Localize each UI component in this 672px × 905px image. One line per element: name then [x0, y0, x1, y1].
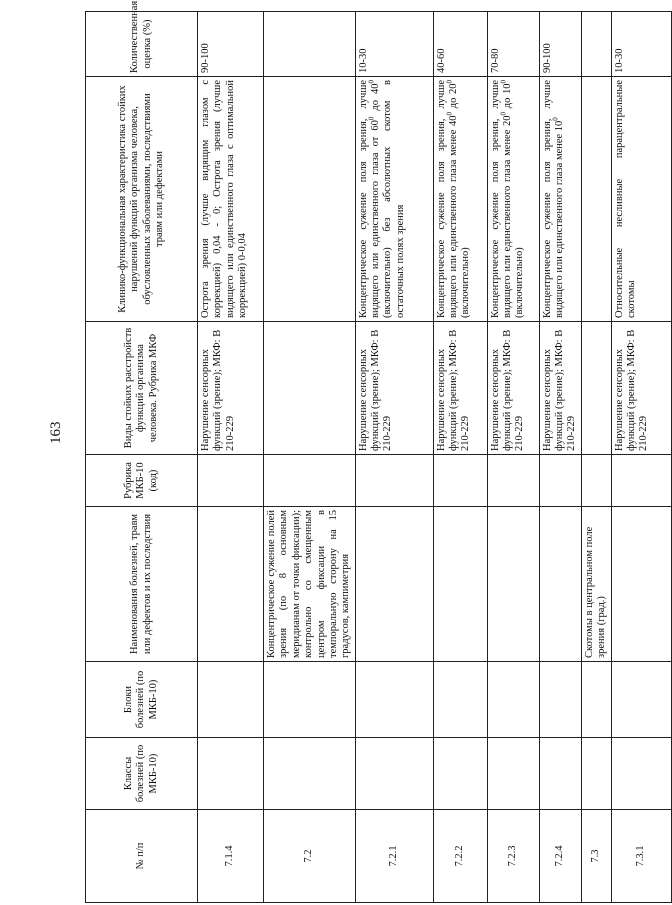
row-score: 70-80: [487, 12, 539, 77]
row-impairment: Нарушение сенсорных функций (зрение); МКФ: В 210-229: [355, 322, 433, 455]
char-text: (включительно) без абсолютных скотом в остаточных полях зрения: [382, 80, 406, 318]
row-characteristic: [264, 77, 356, 322]
row-impairment: [264, 322, 356, 455]
row-block: [264, 662, 356, 738]
row-score: [581, 12, 611, 77]
table-row: [581, 12, 611, 903]
row-code: [198, 455, 264, 507]
row-score: [264, 12, 356, 77]
row-block: [198, 662, 264, 738]
row-impairment: Нарушение сенсорных функций (зрение); МКФ: В 210-229: [539, 322, 581, 455]
table-row: [355, 12, 433, 903]
row-name: Скотомы в центральном поле зрения (град.): [581, 507, 611, 662]
row-impairment: Нарушение сенсорных функций (зрение); МКФ: В 210-229: [611, 322, 671, 455]
row-class: [539, 738, 581, 810]
row-name: [433, 507, 487, 662]
degree-sup: 0: [367, 80, 376, 84]
table-row: [264, 12, 356, 903]
row-block: [581, 662, 611, 738]
row-characteristic: [539, 77, 581, 322]
degree-sup: 0: [445, 111, 454, 116]
row-code: [539, 455, 581, 507]
row-score: 10-30: [355, 12, 433, 77]
row-class: [355, 738, 433, 810]
char-text: до 20: [448, 83, 459, 112]
row-name: [487, 507, 539, 662]
table-row: [433, 12, 487, 903]
row-num: 7.1.4: [198, 810, 264, 903]
row-characteristic: [355, 77, 433, 322]
row-score: 40-60: [433, 12, 487, 77]
row-num: 7.3: [581, 810, 611, 903]
degree-sup: 0: [445, 79, 454, 84]
row-impairment: [581, 322, 611, 455]
degree-sup: 0: [499, 79, 508, 84]
char-text: до 40: [370, 83, 381, 117]
row-class: [487, 738, 539, 810]
row-impairment: Нарушение сенсорных функций (зрение); МКФ: В 210-229: [487, 322, 539, 455]
row-code: [611, 455, 671, 507]
degree-sup: 0: [367, 116, 376, 121]
row-name: [611, 507, 671, 662]
table-row: [198, 12, 264, 903]
row-score: 10-30: [611, 12, 671, 77]
row-num: 7.2.2: [433, 810, 487, 903]
char-text: (включительно): [514, 247, 526, 318]
page-number: 163: [48, 421, 64, 444]
row-block: [433, 662, 487, 738]
row-score: 90-100: [198, 12, 264, 77]
table-row: [487, 12, 539, 903]
char-text: Концентрическое сужение поля зрения, лучше видящего или единственного глаза менее 20: [489, 80, 513, 318]
row-impairment: Нарушение сенсорных функций (зрение); МКФ: В 210-229: [433, 322, 487, 455]
header-num: № п/п: [86, 810, 198, 903]
row-characteristic: Относительные несливные парацентральные скотомы: [611, 77, 671, 322]
disability-criteria-table: [85, 0, 672, 903]
char-text: Концентрическое сужение поля зрения, лучше видящего или единственного глаза от 60: [357, 80, 381, 318]
row-block: [487, 662, 539, 738]
row-class: [433, 738, 487, 810]
row-num: 7.2: [264, 810, 356, 903]
char-text: (включительно): [460, 247, 472, 318]
row-name: [539, 507, 581, 662]
header-impairment: Виды стойких расстройств функций организма человека. Рубрика МКФ: [86, 322, 198, 455]
row-num: 7.3.1: [611, 810, 671, 903]
row-block: [539, 662, 581, 738]
table-row: [611, 12, 671, 903]
row-name: Концентрическое сужение полей зрения (по 8 основным меридианам от точки фиксации); контрольно со смещенным центром фиксации в темпоральную сторону на 15 градусов, кампиметрия: [264, 507, 356, 662]
header-block: Блоки болезней (по МКБ-10): [86, 662, 198, 738]
row-class: [611, 738, 671, 810]
header-name: Наименования болезней, травм или дефектов и их последствия: [86, 507, 198, 662]
row-score: 90-100: [539, 12, 581, 77]
degree-sup: 0: [499, 111, 508, 116]
row-impairment: Нарушение сенсорных функций (зрение); МКФ: В 210-229: [198, 322, 264, 455]
row-code: [433, 455, 487, 507]
row-num: 7.2.1: [355, 810, 433, 903]
row-code: [487, 455, 539, 507]
header-class: Классы болезней (по МКБ-10): [86, 738, 198, 810]
row-class: [264, 738, 356, 810]
table-header-row: [86, 12, 198, 903]
row-name: [355, 507, 433, 662]
row-code: [581, 455, 611, 507]
row-block: [355, 662, 433, 738]
row-code: [355, 455, 433, 507]
char-text: до 10: [502, 83, 513, 112]
assessment-table-sheet: [85, 0, 650, 903]
degree-sup: 0: [551, 117, 560, 121]
row-characteristic: [581, 77, 611, 322]
row-num: 7.2.4: [539, 810, 581, 903]
row-block: [611, 662, 671, 738]
header-score: Количественная оценка (%): [86, 12, 198, 77]
row-characteristic: [433, 77, 487, 322]
header-code: Рубрика МКБ-10 (код): [86, 455, 198, 507]
row-characteristic: [487, 77, 539, 322]
char-text: Концентрическое сужение поля зрения, лучше видящего или единственного глаза менее 40: [435, 80, 459, 318]
row-class: [581, 738, 611, 810]
char-text: Концентрическое сужение поля зрения, лучше видящего или единственного глаза менее 10: [541, 80, 565, 318]
row-characteristic: Острота зрения (лучше видящим глазом с коррекцией) 0,04 - 0; Острота зрения (лучше видящего или единственного глаза с оптимальной коррекцией) 0-0,04: [198, 77, 264, 322]
row-code: [264, 455, 356, 507]
header-characteristic: Клинико-функциональная характеристика стойких нарушений функций организма человека, обусловленных заболеваниями, последствиями травм или дефектами: [86, 77, 198, 322]
row-num: 7.2.3: [487, 810, 539, 903]
table-row: [539, 12, 581, 903]
row-class: [198, 738, 264, 810]
row-name: [198, 507, 264, 662]
